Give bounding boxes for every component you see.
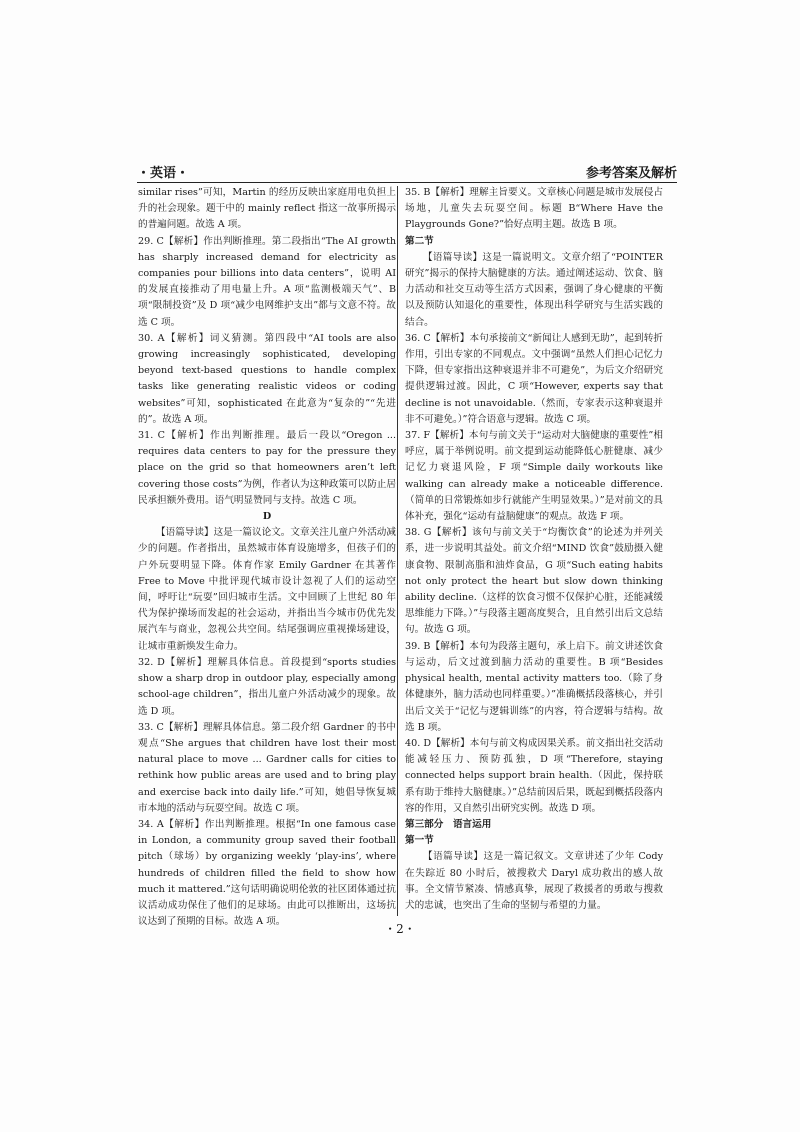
page-header xyxy=(137,160,677,183)
section-heading: 第二节 xyxy=(405,235,434,247)
answer-paragraph: 【语篇导读】这是一篇记叙文。文章讲述了少年 Cody 在失踪近 80 小时后，被搜救犬 Daryl 成功救出的感人故事。全文情节紧凑、情感真挚，展现了救援者的勇敢与搜救犬的忠诚，也突出了生命的坚韧与希望的力量。 xyxy=(405,851,663,911)
answer-paragraph: 36. C【解析】本句承接前文“新闻让人感到无助”，起到转折作用，引出专家的不同观点。文中强调“虽然人们担心记忆力下降，但专家指出这种衰退并非不可避免”，为后文介绍研究提供逻辑过渡。因此，C 项“However, experts say that decline is not unavoidable.（然而，专家表示这种衰退并非不可避免。）”符合语意与逻辑。故选 C 项。 xyxy=(405,332,663,425)
answer-paragraph: 30. A【解析】词义猜测。第四段中“AI tools are also growing increasingly sophisticated, developing beyond text-based questions to handle complex tasks like generating realistic videos or coding websites”可知，sophisticated 在此意为“复杂的”“先进的”。故选 A 项。 xyxy=(138,332,396,425)
answer-paragraph: 【语篇导读】这是一篇议论文。文章关注儿童户外活动减少的问题。作者指出，虽然城市体育设施增多，但孩子们的户外玩耍明显下降。体育作家 Emily Gardner 在其著作 Free to Move 中批评现代城市设计忽视了人们的运动空间，呼吁让“玩耍”回归城市生活。文中回顾了上世纪 80 年代为保护操场而发起的社会运动，并指出当今城市仍优先发展汽车与商业，忽视公共空间。结尾强调应重视操场建设，让城市重新焕发生命力。 xyxy=(138,527,396,652)
section-heading: D xyxy=(262,511,272,523)
subject-label: ・英语・ xyxy=(137,166,190,181)
section-heading: 第三部分 语言运用 xyxy=(405,818,492,830)
answer-paragraph: 39. B【解析】本句为段落主题句，承上启下。前文讲述饮食与运动，后文过渡到脑力活动的重要性。B 项“Besides physical health, mental activity matters too.（除了身体健康外，脑力活动也同样重要。）”准确概括段落核心，并引出后文关于“记忆与逻辑训练”的内容，符合逻辑与结构。故选 B 项。 xyxy=(405,640,663,733)
answer-paragraph: similar rises”可知，Martin 的经历反映出家庭用电负担上升的社会现象。题干中的 mainly reflect 指这一故事所揭示的普遍问题。故选 A 项。 xyxy=(138,187,396,231)
answer-paragraph: 37. F【解析】本句与前文关于“运动对大脑健康的重要性”相呼应，属于举例说明。前文提到运动能降低心脏健康、减少记忆力衰退风险，F 项“Simple daily workouts like walking can already make a noticeable difference.（简单的日常锻炼如步行就能产生明显效果。）”是对前文的具体补充，强化“运动有益脑健康”的观点。故选 F 项。 xyxy=(405,430,663,523)
left-column xyxy=(138,185,396,930)
header-title: 参考答案及解析 xyxy=(585,166,677,181)
answer-paragraph: 33. C【解析】理解具体信息。第二段介绍 Gardner 的书中观点“She argues that children have lost their most natural place to move ... Gardner calls for cities to rethink how public areas are used and to bring play and exercise back into daily life.”可知，她倡导恢复城市本地的活动与玩耍空间。故选 C 项。 xyxy=(138,721,396,814)
page-number: ・2・ xyxy=(384,922,416,936)
section-heading: 第一节 xyxy=(405,835,434,847)
answer-paragraph: 34. A【解析】作出判断推理。根据“In one famous case in London, a community group saved their football pitch（球场）by organizing weekly ‘play-ins’, where hundreds of children filled the field to show how much it mattered.”这句话明确说明伦敦的社区团体通过抗议活动成功保住了他们的足球场。由此可以推断出，这场抗议达到了预期的目标。故选 A 项。 xyxy=(138,818,396,928)
answer-paragraph: 32. D【解析】理解具体信息。首段提到“sports studies show a sharp drop in outdoor play, especially among school-age children”，指出儿童户外活动减少的现象。故选 D 项。 xyxy=(138,656,396,717)
answer-paragraph: 【语篇导读】这是一篇说明文。文章介绍了“POINTER 研究”揭示的保持大脑健康的方法。通过阐述运动、饮食、脑力活动和社交互动等生活方式因素，强调了身心健康的平衡以及预防认知退化的重要性，体现出科学研究与生活实践的结合。 xyxy=(405,251,663,328)
answer-paragraph: 29. C【解析】作出判断推理。第二段指出“The AI growth has sharply increased demand for electricity as companies pour billions into data centers”，说明 AI 的发展直接推动了用电量上升。A 项“监测极端天气”、B 项“限制投资”及 D 项“减少电网维护支出”都与文意不符。故选 C 项。 xyxy=(138,235,396,328)
answer-paragraph: 38. G【解析】该句与前文关于“均衡饮食”的论述为并列关系，进一步说明其益处。前文介绍“MIND 饮食”鼓励摄入健康食物、限制高脂和油炸食品，G 项“Such eating habits not only protect the heart but slow down thinking ability decline.（这样的饮食习惯不仅保护心脏，还能减缓思维能力下降。）”与段落主题高度契合，且自然引出后文总结句。故选 G 项。 xyxy=(405,527,663,636)
answer-paragraph: 35. B【解析】理解主旨要义。文章核心问题是城市发展侵占场地，儿童失去玩耍空间。标题 B“Where Have the Playgrounds Gone?”恰好点明主题。故选 B 项。 xyxy=(405,187,663,231)
column-divider xyxy=(397,186,398,916)
right-column xyxy=(405,185,663,914)
answer-paragraph: 31. C【解析】作出判断推理。最后一段以“Oregon ... requires data centers to pay for the pressure they place on the grid so that homeowners aren’t left covering those costs”为例，作者认为这种政策可以防止居民承担额外费用。语气明显赞同与支持。故选 C 项。 xyxy=(138,430,396,506)
answer-paragraph: 40. D【解析】本句与前文构成因果关系。前文指出社交活动能减轻压力、预防孤独，D 项“Therefore, staying connected helps support brain health.（因此，保持联系有助于维持大脑健康。）”总结前因后果，既起到概括段落内容的作用，又自然引出研究实例。故选 D 项。 xyxy=(405,737,663,814)
